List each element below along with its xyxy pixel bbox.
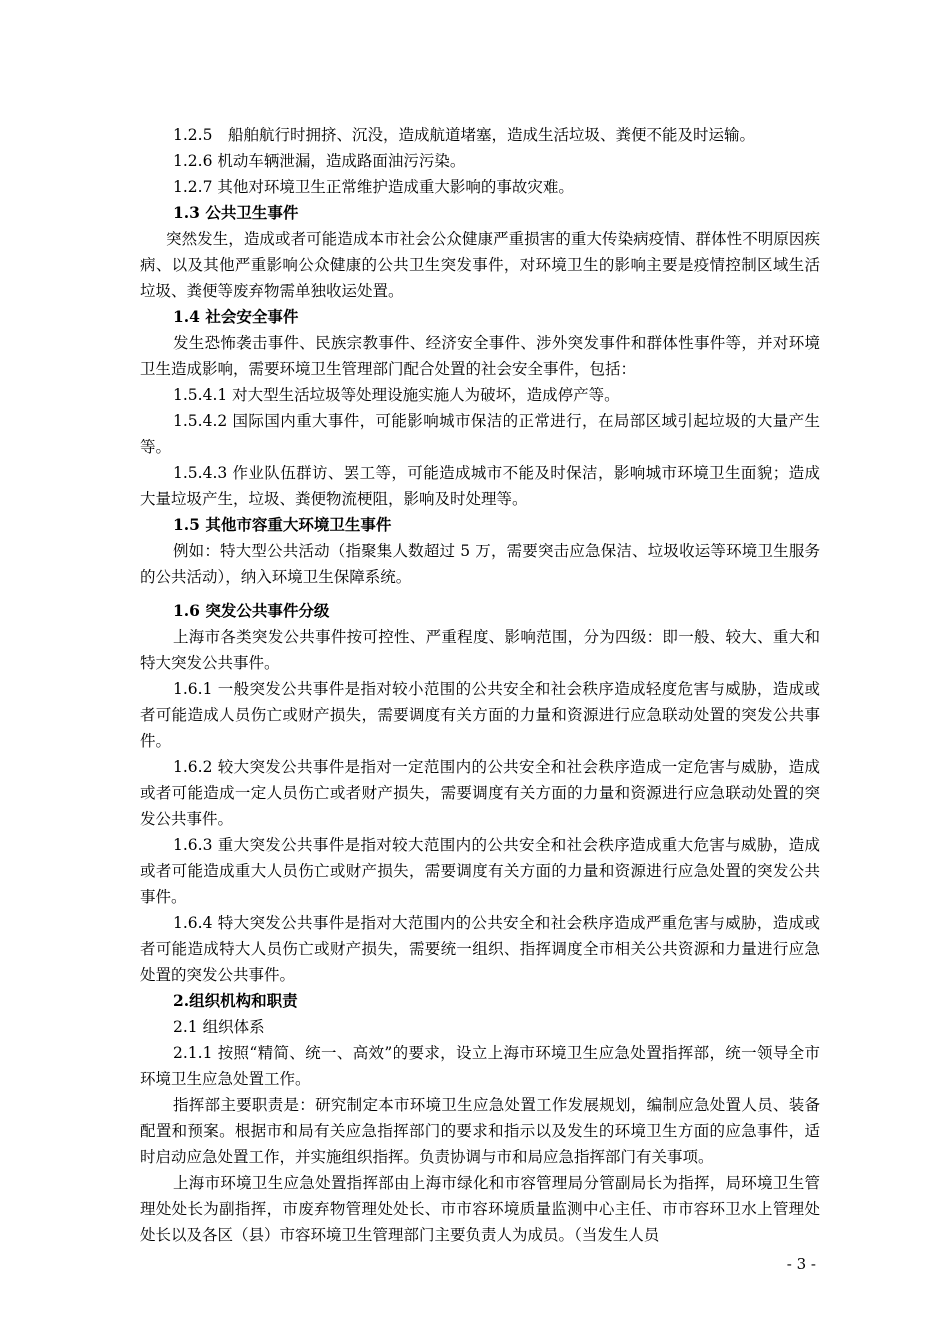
paragraph: 1.6.3 重大突发公共事件是指对较大范围内的公共安全和社会秩序造成重大危害与威胁，造成或者可能造成重大人员伤亡或财产损失，需要调度有关方面的力量和资源进行应急处置的突发公共事件。 [140, 836, 820, 906]
paragraph: 发生恐怖袭击事件、民族宗教事件、经济安全事件、涉外突发事件和群体性事件等，并对环境卫生造成影响，需要环境卫生管理部门配合处置的社会安全事件，包括： [140, 334, 820, 378]
paragraph: 1.2.6 机动车辆泄漏，造成路面油污污染。 [173, 152, 466, 170]
paragraph: 2.1.1 按照“精简、统一、高效”的要求，设立上海市环境卫生应急处置指挥部，统一领导全市环境卫生应急处置工作。 [140, 1044, 820, 1088]
section-heading: 1.4 社会安全事件 [173, 307, 299, 326]
paragraph: 例如：特大型公共活动（指聚集人数超过 5 万，需要突击应急保洁、垃圾收运等环境卫生服务的公共活动），纳入环境卫生保障系统。 [140, 542, 820, 586]
paragraph: 上海市环境卫生应急处置指挥部由上海市绿化和市容管理局分管副局长为指挥，局环境卫生管理处处长为副指挥，市废弃物管理处处长、市市容环境质量监测中心主任、市市容环卫水上管理处处长以及各区（县）市容环境卫生管理部门主要负责人为成员。（当发生人员 [140, 1174, 820, 1244]
paragraph: 2.1 组织体系 [173, 1018, 265, 1036]
paragraph: 突然发生，造成或者可能造成本市社会公众健康严重损害的重大传染病疫情、群体性不明原因疾病、以及其他严重影响公众健康的公共卫生突发事件，对环境卫生的影响主要是疫情控制区域生活垃圾、粪便等废弃物需单独收运处置。 [140, 230, 820, 300]
section-heading: 2.组织机构和职责 [173, 991, 298, 1010]
section-heading: 1.3 公共卫生事件 [173, 203, 299, 222]
section-heading: 1.6 突发公共事件分级 [173, 601, 330, 620]
paragraph: 1.6.1 一般突发公共事件是指对较小范围的公共安全和社会秩序造成轻度危害与威胁，造成或者可能造成人员伤亡或财产损失，需要调度有关方面的力量和资源进行应急联动处置的突发公共事件。 [140, 680, 820, 750]
paragraph: 1.2.5 船舶航行时拥挤、沉没，造成航道堵塞，造成生活垃圾、粪便不能及时运输。 [173, 126, 755, 144]
document-body [140, 122, 820, 1248]
page-number: - 3 - [786, 1255, 816, 1273]
paragraph: 1.5.4.3 作业队伍群访、罢工等，可能造成城市不能及时保洁，影响城市环境卫生面貌；造成大量垃圾产生，垃圾、粪便物流梗阻，影响及时处理等。 [140, 464, 820, 508]
paragraph: 1.5.4.1 对大型生活垃圾等处理设施实施人为破坏，造成停产等。 [173, 386, 620, 404]
paragraph: 1.2.7 其他对环境卫生正常维护造成重大影响的事故灾难。 [173, 178, 574, 196]
section-heading: 1.5 其他市容重大环境卫生事件 [173, 515, 392, 534]
paragraph: 上海市各类突发公共事件按可控性、严重程度、影响范围，分为四级：即一般、较大、重大和特大突发公共事件。 [140, 628, 820, 672]
paragraph: 1.6.2 较大突发公共事件是指对一定范围内的公共安全和社会秩序造成一定危害与威胁，造成或者可能造成一定人员伤亡或者财产损失，需要调度有关方面的力量和资源进行应急联动处置的突发公共事件。 [140, 758, 820, 828]
paragraph: 1.6.4 特大突发公共事件是指对大范围内的公共安全和社会秩序造成严重危害与威胁，造成或者可能造成特大人员伤亡或财产损失，需要统一组织、指挥调度全市相关公共资源和力量进行应急处置的突发公共事件。 [140, 914, 820, 984]
paragraph: 1.5.4.2 国际国内重大事件，可能影响城市保洁的正常进行，在局部区域引起垃圾的大量产生等。 [140, 412, 820, 456]
paragraph: 指挥部主要职责是：研究制定本市环境卫生应急处置工作发展规划，编制应急处置人员、装备配置和预案。根据市和局有关应急指挥部门的要求和指示以及发生的环境卫生方面的应急事件，适时启动应急处置工作，并实施组织指挥。负责协调与市和局应急指挥部门有关事项。 [140, 1096, 820, 1166]
